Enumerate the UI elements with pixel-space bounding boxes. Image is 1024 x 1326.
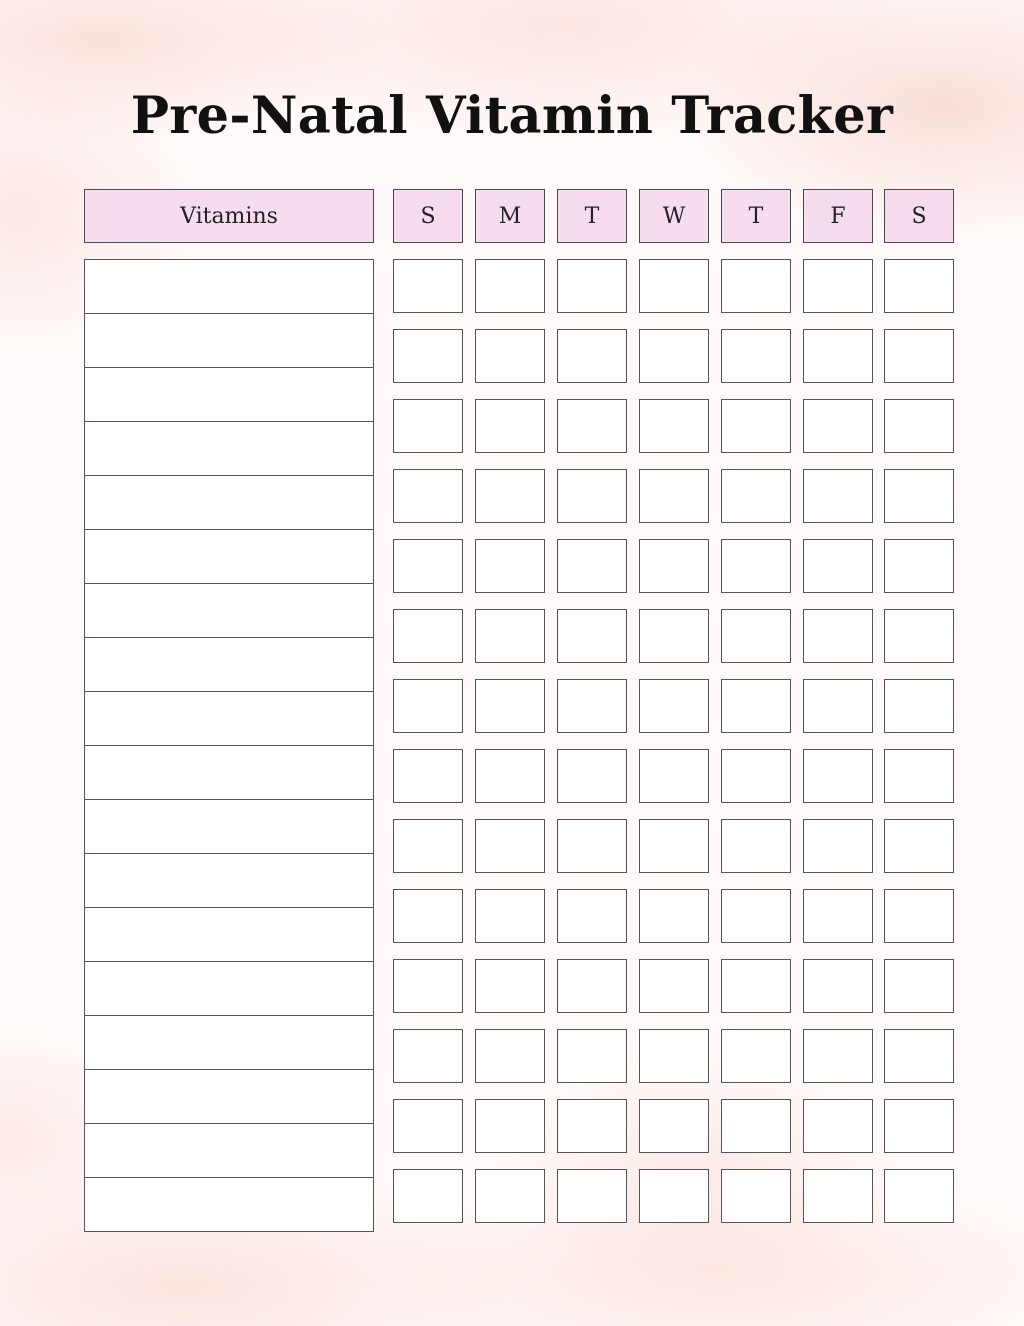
day-checkbox[interactable] [393, 1029, 463, 1083]
day-checkbox[interactable] [803, 889, 873, 943]
day-checkbox[interactable] [475, 329, 545, 383]
vitamin-name-field[interactable] [84, 637, 374, 692]
day-checkbox[interactable] [393, 889, 463, 943]
day-checkbox[interactable] [557, 819, 627, 873]
vitamin-name-field[interactable] [84, 583, 374, 638]
day-checkbox[interactable] [475, 1169, 545, 1223]
day-checkbox[interactable] [475, 889, 545, 943]
day-checkbox[interactable] [884, 329, 954, 383]
day-checkbox[interactable] [721, 959, 791, 1013]
day-header-label: F [830, 203, 846, 229]
day-checkbox[interactable] [393, 679, 463, 733]
page-title: Pre-Natal Vitamin Tracker [130, 86, 894, 146]
day-checkbox[interactable] [475, 539, 545, 593]
day-checkbox[interactable] [721, 329, 791, 383]
day-checkbox[interactable] [639, 749, 709, 803]
vitamin-name-field[interactable] [84, 1015, 374, 1070]
day-checkbox[interactable] [393, 259, 463, 313]
vitamin-name-field[interactable] [84, 799, 374, 854]
vitamin-name-field[interactable] [84, 853, 374, 908]
day-header [721, 189, 791, 243]
vitamins-header [84, 189, 374, 243]
day-checkbox[interactable] [475, 679, 545, 733]
day-checkbox[interactable] [803, 329, 873, 383]
day-checkbox[interactable] [393, 469, 463, 523]
day-checkbox[interactable] [639, 539, 709, 593]
day-checkbox[interactable] [884, 399, 954, 453]
day-checkbox[interactable] [721, 609, 791, 663]
day-checkbox[interactable] [557, 399, 627, 453]
day-checkbox[interactable] [639, 1169, 709, 1223]
day-checkbox[interactable] [639, 469, 709, 523]
day-checkbox[interactable] [721, 679, 791, 733]
vitamin-name-field[interactable] [84, 421, 374, 476]
day-checkbox[interactable] [639, 889, 709, 943]
vitamin-name-field[interactable] [84, 367, 374, 422]
day-checkbox[interactable] [639, 679, 709, 733]
day-checkbox[interactable] [884, 259, 954, 313]
day-checkbox[interactable] [884, 539, 954, 593]
day-checkbox[interactable] [884, 1099, 954, 1153]
day-header-label: S [420, 203, 436, 229]
day-header [803, 189, 873, 243]
day-header-label: W [662, 203, 686, 229]
vitamin-name-field[interactable] [84, 961, 374, 1016]
day-header-label: S [911, 203, 927, 229]
day-checkbox[interactable] [475, 609, 545, 663]
day-checkbox[interactable] [803, 749, 873, 803]
day-checkbox[interactable] [884, 679, 954, 733]
day-checkbox[interactable] [803, 1029, 873, 1083]
day-checkbox[interactable] [639, 1029, 709, 1083]
day-checkbox[interactable] [721, 749, 791, 803]
day-checkbox[interactable] [557, 329, 627, 383]
day-checkbox[interactable] [393, 539, 463, 593]
day-checkbox[interactable] [557, 1029, 627, 1083]
day-header [475, 189, 545, 243]
vitamin-name-field[interactable] [84, 1123, 374, 1178]
day-checkbox[interactable] [884, 819, 954, 873]
vitamin-name-field[interactable] [84, 691, 374, 746]
day-checkbox[interactable] [803, 959, 873, 1013]
vitamin-name-field[interactable] [84, 745, 374, 800]
day-checkbox[interactable] [721, 889, 791, 943]
day-checkbox[interactable] [475, 1099, 545, 1153]
day-checkbox[interactable] [884, 1029, 954, 1083]
day-checkbox[interactable] [393, 329, 463, 383]
day-checkbox[interactable] [393, 959, 463, 1013]
vitamin-name-field[interactable] [84, 475, 374, 530]
day-checkbox[interactable] [475, 819, 545, 873]
day-checkbox[interactable] [475, 399, 545, 453]
day-checkbox[interactable] [721, 819, 791, 873]
day-checkbox[interactable] [557, 609, 627, 663]
day-checkbox[interactable] [557, 889, 627, 943]
day-checkbox[interactable] [639, 399, 709, 453]
day-checkbox[interactable] [475, 1029, 545, 1083]
day-checkbox[interactable] [475, 469, 545, 523]
day-checkbox[interactable] [639, 959, 709, 1013]
day-checkbox[interactable] [884, 469, 954, 523]
day-checkbox[interactable] [721, 259, 791, 313]
day-checkbox[interactable] [393, 749, 463, 803]
day-checkbox[interactable] [803, 1099, 873, 1153]
day-checkbox[interactable] [803, 539, 873, 593]
day-checkbox[interactable] [721, 469, 791, 523]
day-checkbox[interactable] [557, 749, 627, 803]
day-checkbox[interactable] [393, 1099, 463, 1153]
day-checkbox[interactable] [557, 469, 627, 523]
vitamin-name-field[interactable] [84, 907, 374, 962]
day-checkbox[interactable] [803, 679, 873, 733]
vitamin-name-field[interactable] [84, 1069, 374, 1124]
vitamin-name-field[interactable] [84, 313, 374, 368]
day-checkbox[interactable] [803, 469, 873, 523]
day-checkbox[interactable] [393, 399, 463, 453]
day-checkbox[interactable] [557, 1099, 627, 1153]
day-header-label: T [584, 203, 600, 229]
day-checkbox[interactable] [721, 1029, 791, 1083]
day-header [393, 189, 463, 243]
day-checkbox[interactable] [884, 609, 954, 663]
day-checkbox[interactable] [475, 259, 545, 313]
day-checkbox[interactable] [721, 539, 791, 593]
vitamins-header-label: Vitamins [180, 203, 278, 229]
day-header [884, 189, 954, 243]
day-checkbox[interactable] [884, 1169, 954, 1223]
vitamin-name-field[interactable] [84, 529, 374, 584]
day-checkbox[interactable] [803, 609, 873, 663]
day-checkbox[interactable] [884, 889, 954, 943]
day-checkbox[interactable] [884, 959, 954, 1013]
day-checkbox[interactable] [393, 1169, 463, 1223]
day-checkbox[interactable] [557, 259, 627, 313]
day-header [639, 189, 709, 243]
day-checkbox[interactable] [557, 539, 627, 593]
vitamin-name-field[interactable] [84, 259, 374, 314]
day-checkbox[interactable] [475, 959, 545, 1013]
day-checkbox[interactable] [803, 819, 873, 873]
day-checkbox[interactable] [557, 679, 627, 733]
day-checkbox[interactable] [721, 399, 791, 453]
day-checkbox[interactable] [884, 749, 954, 803]
day-checkbox[interactable] [639, 819, 709, 873]
day-header-label: T [748, 203, 764, 229]
day-checkbox[interactable] [475, 749, 545, 803]
day-checkbox[interactable] [803, 399, 873, 453]
day-checkbox[interactable] [803, 259, 873, 313]
day-checkbox[interactable] [639, 1099, 709, 1153]
day-checkbox[interactable] [557, 1169, 627, 1223]
day-header-label: M [498, 203, 522, 229]
day-header [557, 189, 627, 243]
day-checkbox[interactable] [721, 1099, 791, 1153]
vitamin-name-field[interactable] [84, 1177, 374, 1232]
day-checkbox[interactable] [803, 1169, 873, 1223]
day-checkbox[interactable] [557, 959, 627, 1013]
day-checkbox[interactable] [393, 609, 463, 663]
day-checkbox[interactable] [393, 819, 463, 873]
day-checkbox[interactable] [639, 259, 709, 313]
day-checkbox[interactable] [721, 1169, 791, 1223]
day-checkbox[interactable] [639, 329, 709, 383]
day-checkbox[interactable] [639, 609, 709, 663]
